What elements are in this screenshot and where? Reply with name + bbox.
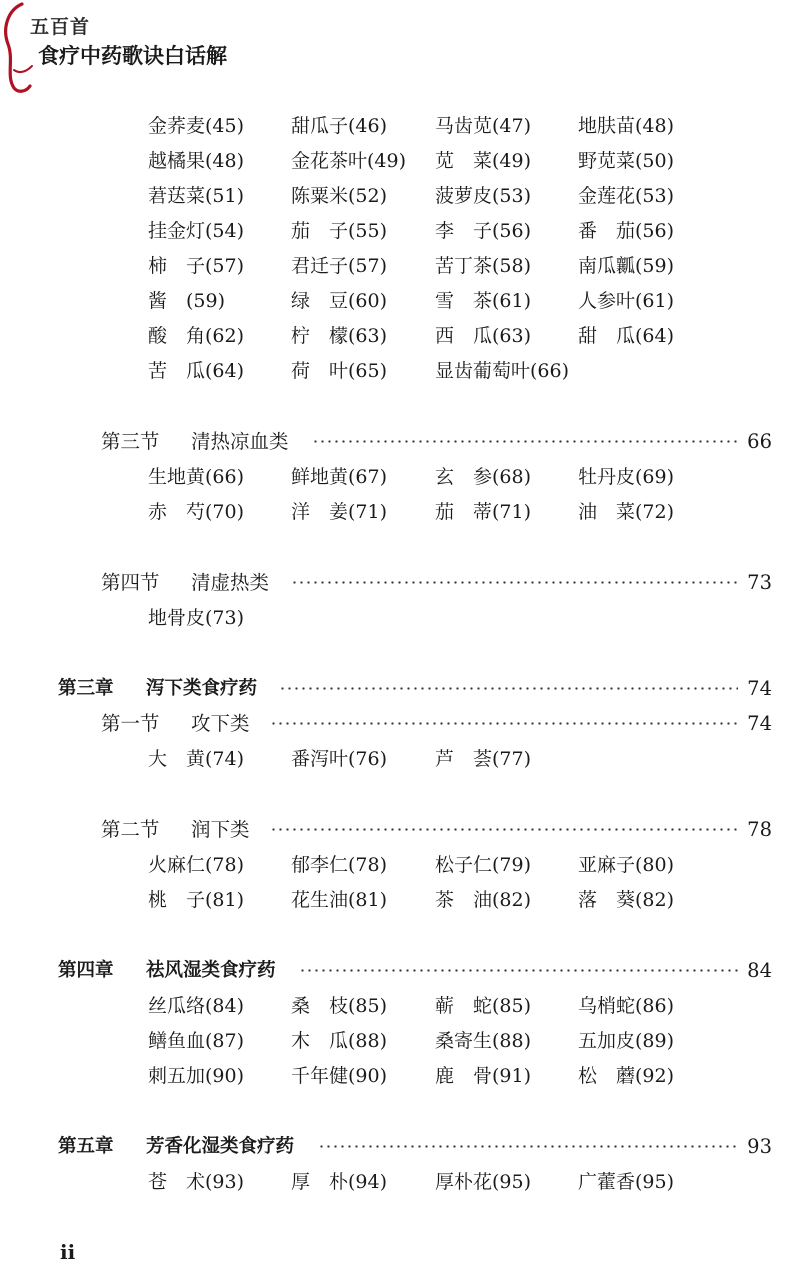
toc-item[interactable]: 苍 术(93) — [148, 1171, 245, 1193]
chapter-label: 第三章 — [58, 678, 114, 699]
toc-item[interactable]: 马齿苋(47) — [435, 115, 532, 137]
toc-item[interactable]: 金荞麦(45) — [148, 115, 245, 137]
toc-item[interactable]: 刺五加(90) — [148, 1065, 245, 1087]
dot-leader — [291, 581, 738, 584]
toc-item[interactable]: 荷 叶(65) — [291, 360, 388, 382]
chapter-heading[interactable] — [0, 1132, 800, 1162]
toc-item[interactable]: 油 菜(72) — [578, 501, 675, 523]
book-title: 食疗中药歌诀白话解 — [38, 44, 227, 68]
toc-item[interactable]: 洋 姜(71) — [291, 501, 388, 523]
toc-item[interactable]: 蕲 蛇(85) — [435, 995, 532, 1017]
section-heading[interactable] — [0, 427, 800, 457]
toc-item[interactable]: 苦丁茶(58) — [435, 255, 532, 277]
toc-item[interactable]: 地骨皮(73) — [148, 607, 245, 629]
page-ref: 66 — [747, 430, 772, 453]
toc-item[interactable]: 绿 豆(60) — [291, 290, 388, 312]
section-heading[interactable] — [0, 568, 800, 598]
toc-item[interactable]: 茄 蒂(71) — [435, 501, 532, 523]
chapter-heading[interactable] — [0, 956, 800, 986]
chapter-label: 第四章 — [58, 960, 114, 981]
chapter-title: 芳香化湿类食疗药 — [146, 1136, 295, 1157]
toc-item[interactable]: 莙荙菜(51) — [148, 185, 245, 207]
toc-item[interactable]: 松子仁(79) — [435, 854, 532, 876]
section-title: 攻下类 — [191, 712, 250, 735]
toc-item[interactable]: 雪 茶(61) — [435, 290, 532, 312]
toc-item[interactable]: 番泻叶(76) — [291, 748, 388, 770]
toc-item[interactable]: 越橘果(48) — [148, 150, 245, 172]
toc-item[interactable]: 陈粟米(52) — [291, 185, 388, 207]
dot-leader — [270, 722, 738, 725]
toc-item[interactable]: 五加皮(89) — [578, 1030, 675, 1052]
toc-item[interactable]: 桑寄生(88) — [435, 1030, 532, 1052]
toc-item[interactable]: 生地黄(66) — [148, 466, 245, 488]
chapter-title: 泻下类食疗药 — [146, 678, 258, 699]
toc-item[interactable]: 广藿香(95) — [578, 1171, 675, 1193]
toc-item[interactable]: 酱 (59) — [148, 290, 226, 312]
toc-item[interactable]: 苋 菜(49) — [435, 150, 532, 172]
toc-item[interactable]: 鳝鱼血(87) — [148, 1030, 245, 1052]
toc-item[interactable]: 丝瓜络(84) — [148, 995, 245, 1017]
toc-item[interactable]: 郁李仁(78) — [291, 854, 388, 876]
toc-item[interactable]: 金花茶叶(49) — [291, 150, 407, 172]
toc-item[interactable]: 落 葵(82) — [578, 889, 675, 911]
toc-item[interactable]: 南瓜瓤(59) — [578, 255, 675, 277]
toc-item[interactable]: 玄 参(68) — [435, 466, 532, 488]
toc-item[interactable]: 苦 瓜(64) — [148, 360, 245, 382]
dot-leader — [312, 440, 738, 443]
chapter-title: 祛风湿类食疗药 — [146, 960, 276, 981]
dot-leader — [318, 1145, 738, 1148]
toc-item[interactable]: 火麻仁(78) — [148, 854, 245, 876]
toc-item[interactable]: 鹿 骨(91) — [435, 1065, 532, 1087]
toc-item[interactable]: 甜 瓜(64) — [578, 325, 675, 347]
page-ref: 74 — [747, 677, 772, 700]
toc-item[interactable]: 鲜地黄(67) — [291, 466, 388, 488]
toc-item[interactable]: 花生油(81) — [291, 889, 388, 911]
toc-item[interactable]: 芦 荟(77) — [435, 748, 532, 770]
page-ref: 93 — [747, 1135, 772, 1158]
toc-item[interactable]: 君迁子(57) — [291, 255, 388, 277]
toc-item[interactable]: 千年健(90) — [291, 1065, 388, 1087]
toc-item[interactable]: 茶 油(82) — [435, 889, 532, 911]
page-ref: 84 — [747, 959, 772, 982]
page-ref: 78 — [747, 818, 772, 841]
section-label: 第四节 — [101, 571, 160, 594]
section-label: 第三节 — [101, 430, 160, 453]
dot-leader — [279, 687, 738, 690]
toc-item[interactable]: 木 瓜(88) — [291, 1030, 388, 1052]
dot-leader — [299, 969, 739, 972]
page-number: ii — [60, 1240, 76, 1264]
toc-item[interactable]: 亚麻子(80) — [578, 854, 675, 876]
toc-item[interactable]: 柠 檬(63) — [291, 325, 388, 347]
toc-item[interactable]: 地肤苗(48) — [578, 115, 675, 137]
toc-item[interactable]: 金莲花(53) — [578, 185, 675, 207]
toc-item[interactable]: 牡丹皮(69) — [578, 466, 675, 488]
toc-item[interactable]: 西 瓜(63) — [435, 325, 532, 347]
toc-item[interactable]: 显齿葡萄叶(66) — [435, 360, 570, 382]
section-title: 润下类 — [191, 818, 250, 841]
section-heading[interactable] — [0, 709, 800, 739]
toc-item[interactable]: 厚 朴(94) — [291, 1171, 388, 1193]
toc-item[interactable]: 桃 子(81) — [148, 889, 245, 911]
toc-item[interactable]: 菠萝皮(53) — [435, 185, 532, 207]
toc-item[interactable]: 野苋菜(50) — [578, 150, 675, 172]
toc-item[interactable]: 番 茄(56) — [578, 220, 675, 242]
toc-item[interactable]: 松 蘑(92) — [578, 1065, 675, 1087]
toc-item[interactable]: 厚朴花(95) — [435, 1171, 532, 1193]
toc-item[interactable]: 乌梢蛇(86) — [578, 995, 675, 1017]
section-heading[interactable] — [0, 815, 800, 845]
toc-item[interactable]: 李 子(56) — [435, 220, 532, 242]
toc-item[interactable]: 茄 子(55) — [291, 220, 388, 242]
section-label: 第二节 — [101, 818, 160, 841]
toc-item[interactable]: 赤 芍(70) — [148, 501, 245, 523]
section-title: 清虚热类 — [191, 571, 270, 594]
toc-item[interactable]: 挂金灯(54) — [148, 220, 245, 242]
section-title: 清热凉血类 — [191, 430, 289, 453]
chapter-label: 第五章 — [58, 1136, 114, 1157]
toc-item[interactable]: 酸 角(62) — [148, 325, 245, 347]
section-label: 第一节 — [101, 712, 160, 735]
toc-item[interactable]: 柿 子(57) — [148, 255, 245, 277]
dot-leader — [270, 828, 738, 831]
toc-item[interactable]: 人参叶(61) — [578, 290, 675, 312]
page-ref: 74 — [747, 712, 772, 735]
chapter-heading[interactable] — [0, 674, 800, 704]
toc-item[interactable]: 甜瓜子(46) — [291, 115, 388, 137]
series-name: 五百首 — [30, 16, 91, 38]
toc-item[interactable]: 桑 枝(85) — [291, 995, 388, 1017]
toc-item[interactable]: 大 黄(74) — [148, 748, 245, 770]
page-ref: 73 — [747, 571, 772, 594]
